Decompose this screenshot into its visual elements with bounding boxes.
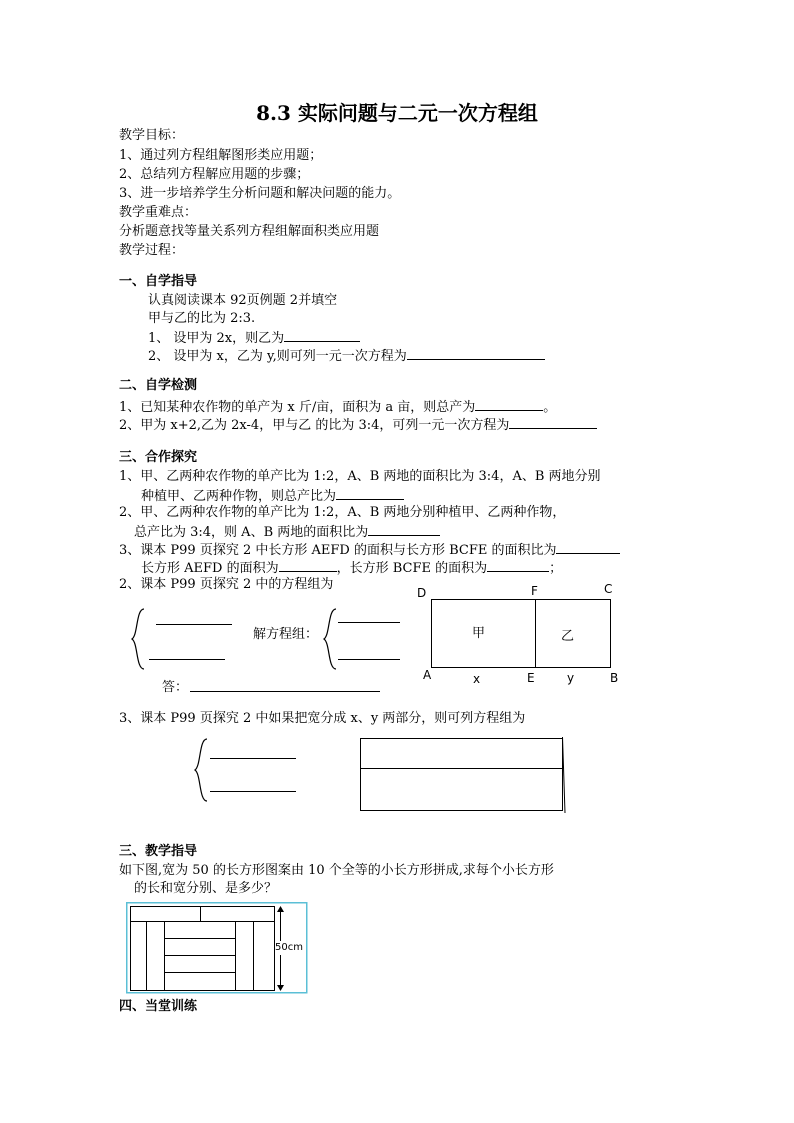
equation-blank[interactable]: [210, 758, 296, 759]
section2-q2: [119, 416, 597, 434]
region-label-yi: 乙: [561, 629, 575, 644]
rectangle-abcd: [432, 600, 611, 668]
vertex-label-f: F: [531, 584, 538, 598]
answer-blank[interactable]: [475, 398, 543, 411]
region-label-jia: 甲: [472, 626, 486, 641]
rectangle-diagram: [431, 599, 611, 669]
equation-blank[interactable]: [156, 624, 232, 625]
section1-q1-text: 1、 设甲为 2x，则乙为: [148, 331, 285, 346]
vertex-label-d: D: [417, 586, 427, 600]
section3-q5: 3、课本 P99 页探究 2 中如果把宽分成 x、y 两部分，则可列方程组为: [119, 711, 526, 726]
left-brace-icon: [193, 737, 213, 803]
section3-q1b: [141, 487, 404, 505]
split-rectangle-diagram: [360, 737, 570, 813]
key-points-heading: 教学重难点：: [119, 205, 198, 220]
dimension-label-x: x: [473, 672, 481, 686]
vertex-label-a: A: [423, 668, 432, 682]
section3-q2b-text: 总产比为 3:4，则 A、B 两地的面积比为: [134, 525, 369, 540]
section3-q2b: [134, 523, 440, 541]
section1-q2-text: 2、 设甲为 x，乙为 y,则可列一元一次方程为: [148, 349, 407, 364]
answer-blank[interactable]: [336, 487, 404, 500]
process-heading: 教学过程：: [119, 243, 185, 258]
dimension-label-y: y: [567, 671, 575, 685]
section1-line: [148, 329, 360, 347]
objective-item: 2、总结列方程解应用题的步骤；: [119, 167, 310, 182]
page-title: 8.3 实际问题与二元一次方程组: [256, 101, 538, 125]
section5-heading: 四、当堂训练: [119, 999, 198, 1014]
section3-heading: 三、合作探究: [119, 450, 198, 465]
section2-q1: [119, 398, 556, 416]
answer-blank[interactable]: [509, 416, 597, 429]
equation-blank[interactable]: [338, 659, 400, 660]
vertex-label-e: E: [527, 671, 535, 685]
objectives-heading: 教学目标：: [119, 128, 185, 143]
section2-heading: 二、自学检测: [119, 378, 198, 393]
dimension-label-50cm: 50cm: [275, 942, 303, 953]
section3-q3b-end: ；: [549, 561, 563, 576]
section3-q3b: [141, 559, 562, 577]
vertex-label-b: B: [610, 671, 619, 685]
section3-q4: 2、课本 P99 页探究 2 中的方程组为: [119, 577, 334, 592]
solve-label: 解方程组：: [253, 627, 319, 642]
left-brace-icon: [130, 607, 150, 671]
left-brace-icon: [322, 607, 342, 671]
section3-q1a: 1、甲、乙两种农作物的单产比为 1:2，A、B 两地的面积比为 3:4，A、B 两地分别: [119, 469, 601, 484]
section4-line2: 的长和宽分别、是多少？: [134, 881, 278, 896]
answer-blank[interactable]: [190, 691, 380, 692]
answer-blank[interactable]: [284, 329, 360, 342]
section3-q3b-text2: ，长方形 BCFE 的面积为: [336, 561, 488, 576]
section1-line: [148, 347, 545, 365]
section2-q1-text: 1、已知某种农作物的单产为 x 斤/亩，面积为 a 亩，则总产为: [119, 400, 476, 415]
answer-label: 答：: [162, 680, 189, 695]
equation-blank[interactable]: [338, 622, 400, 623]
answer-blank[interactable]: [487, 559, 549, 572]
section3-q3b-text1: 长方形 AEFD 的面积为: [141, 561, 279, 576]
section2-q1-end: 。: [543, 400, 557, 415]
objective-item: 1、通过列方程组解图形类应用题；: [119, 148, 323, 163]
section1-line: 认真阅读课本 92页例题 2并填空: [148, 293, 338, 308]
rectangle-outline: [361, 739, 563, 811]
section2-q2-text: 2、甲为 x+2,乙为 2x-4，甲与乙 的比为 3:4，可列一元一次方程为: [119, 418, 510, 433]
answer-blank[interactable]: [407, 347, 545, 360]
section4-heading: 三、教学指导: [119, 844, 198, 859]
equation-blank[interactable]: [210, 791, 296, 792]
key-points-text: 分析题意找等量关系列方程组解面积类应用题: [119, 224, 380, 239]
section1-heading: 一、自学指导: [119, 274, 198, 289]
section3-q1b-text: 种植甲、乙两种作物，则总产比为: [141, 489, 337, 504]
section1-line: 甲与乙的比为 2:3.: [148, 311, 256, 326]
answer-blank[interactable]: [279, 559, 337, 572]
objective-item: 3、进一步培养学生分析问题和解决问题的能力。: [119, 186, 401, 201]
equation-blank[interactable]: [149, 659, 225, 660]
section3-q3a-text: 3、课本 P99 页探究 2 中长方形 AEFD 的面积与长方形 BCFE 的面积比为: [119, 543, 557, 558]
answer-blank[interactable]: [368, 523, 440, 536]
answer-blank[interactable]: [556, 541, 620, 554]
section4-line1: 如下图,宽为 50 的长方形图案由 10 个全等的小长方形拼成,求每个小长方形: [119, 863, 554, 878]
vertex-label-c: C: [604, 582, 613, 596]
section3-q2a: 2、甲、乙两种农作物的单产比为 1:2，A、B 两地分别种植甲、乙两种作物，: [119, 505, 566, 520]
section3-q3a: [119, 541, 620, 559]
